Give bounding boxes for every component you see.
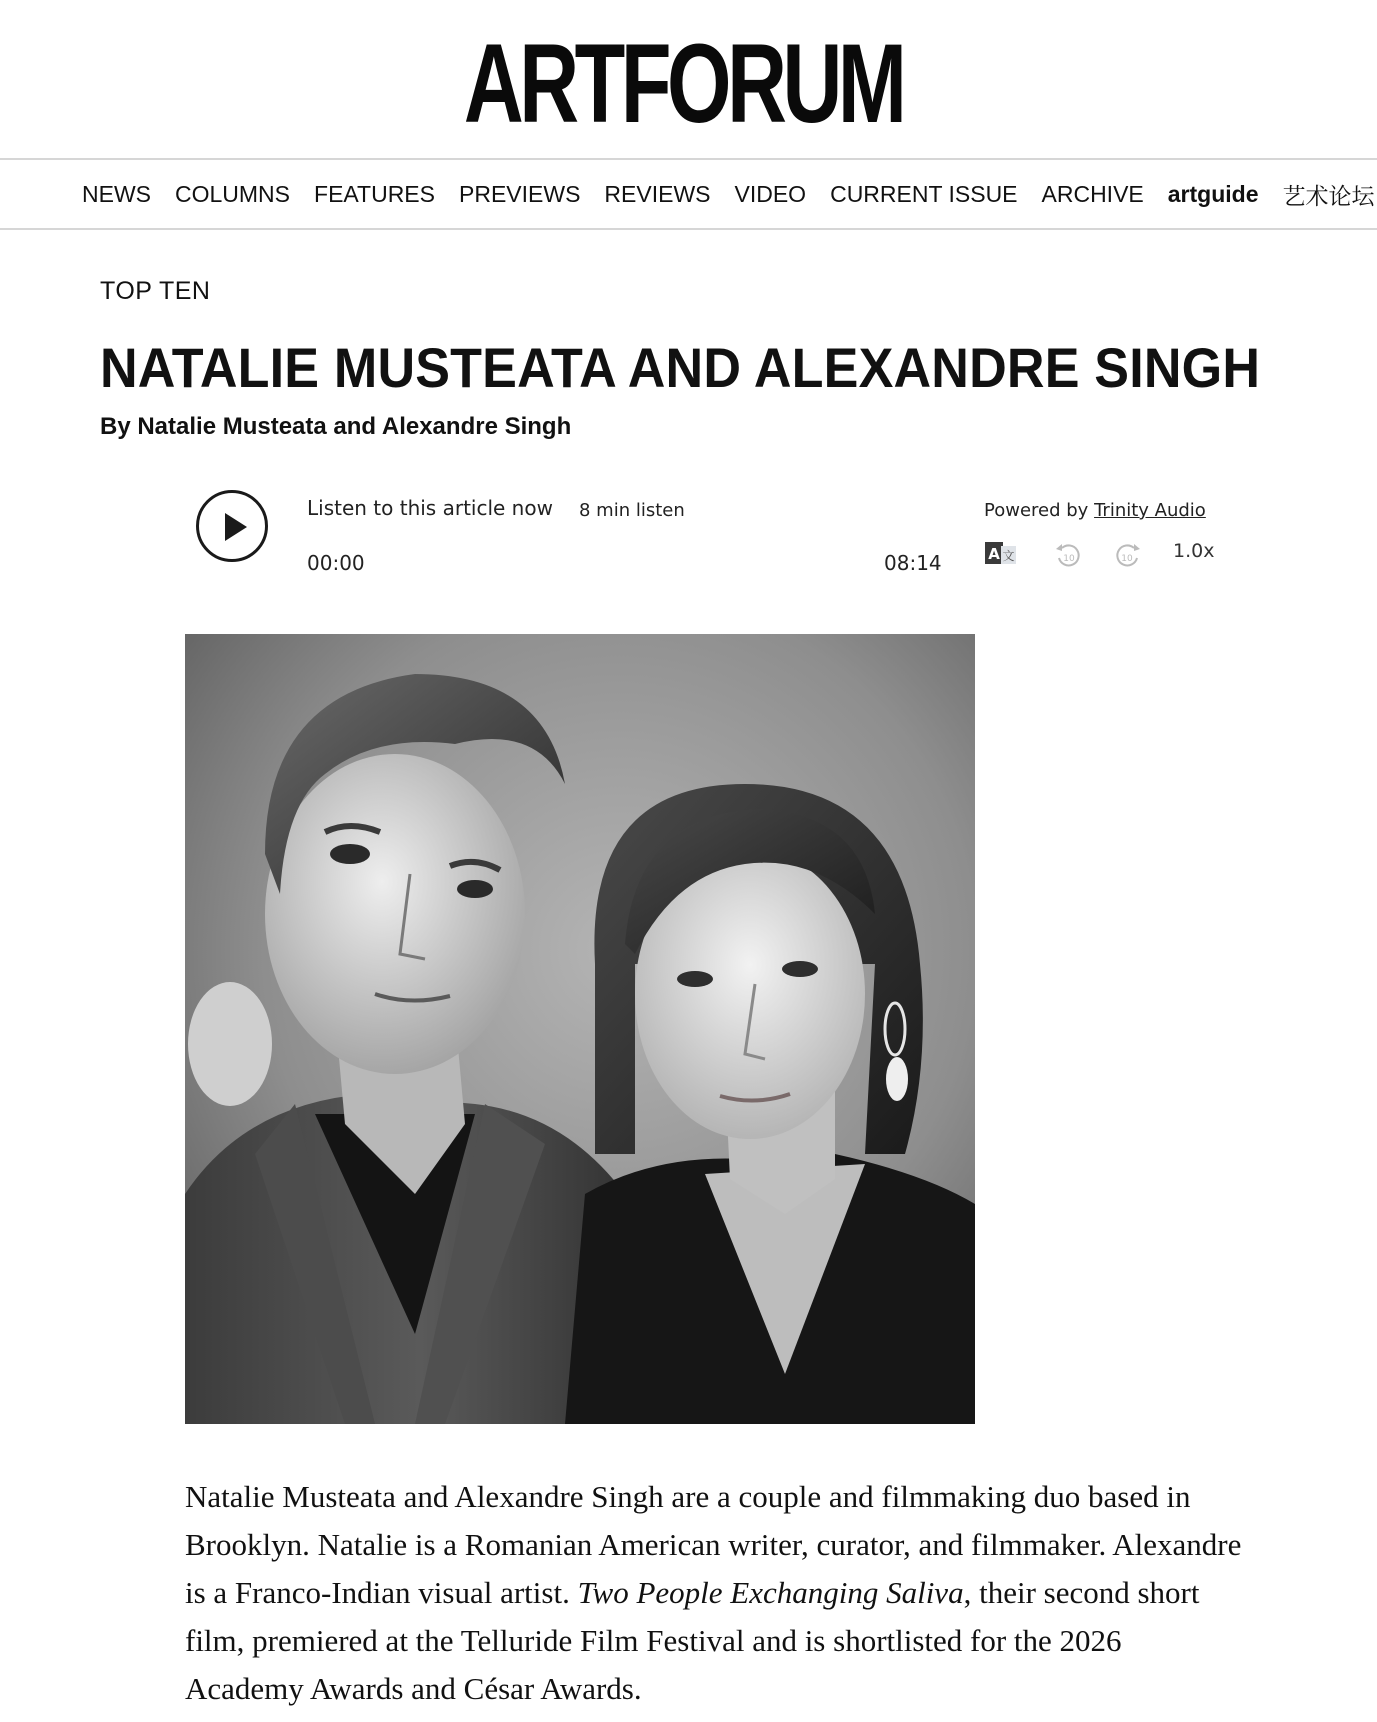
- svg-text:文: 文: [1002, 549, 1015, 563]
- nav-item-columns[interactable]: COLUMNS: [175, 180, 291, 207]
- nav-item-current-issue[interactable]: CURRENT ISSUE: [830, 180, 1018, 207]
- svg-text:10: 10: [1121, 554, 1133, 564]
- article-byline: By Natalie Musteata and Alexandre Singh: [100, 413, 572, 440]
- nav-item-previews[interactable]: PREVIEWS: [459, 180, 581, 207]
- article-photo: [185, 634, 975, 1424]
- play-button[interactable]: [196, 490, 268, 562]
- svg-text:10: 10: [1063, 554, 1075, 564]
- nav-list: [82, 160, 1377, 228]
- main-nav: [0, 158, 1377, 230]
- site-logo[interactable]: ARTFORUM: [463, 21, 903, 146]
- powered-by-label: Powered by: [984, 500, 1089, 521]
- nav-item-artguide[interactable]: artguide: [1167, 180, 1259, 207]
- article-body-part1: Natalie Musteata and Alexandre Singh are a couple and filmmaking duo based in Brooklyn. Natalie is a Romanian American writer, curator, and filmmaker. Alexandre is a Franco-Indian visual artist.: [185, 1479, 1242, 1610]
- nav-item-video[interactable]: VIDEO: [734, 180, 807, 207]
- article-title: NATALIE MUSTEATA AND ALEXANDRE SINGH: [100, 336, 1261, 399]
- nav-item-news[interactable]: NEWS: [82, 180, 151, 207]
- masthead: [0, 0, 1377, 158]
- audio-player: [196, 488, 1226, 588]
- total-time: 08:14: [884, 551, 942, 575]
- nav-item-features[interactable]: FEATURES: [314, 180, 435, 207]
- translate-icon[interactable]: [984, 540, 1018, 573]
- provider-link[interactable]: Trinity Audio: [1094, 500, 1206, 521]
- film-title: Two People Exchanging Saliva: [577, 1575, 964, 1610]
- nav-item-reviews[interactable]: REVIEWS: [604, 180, 711, 207]
- article-body-part2: , their second short film, premiered at the Telluride Film Festival and is shortlisted for the 2026 Academy Awards and César Awards.: [185, 1575, 1200, 1706]
- play-icon: [223, 512, 249, 542]
- article-kicker[interactable]: TOP TEN: [100, 277, 211, 305]
- listen-label: Listen to this article now: [307, 496, 553, 520]
- nav-item-chinese-edition[interactable]: 艺术论坛: [1282, 182, 1375, 209]
- current-time: 00:00: [307, 551, 365, 575]
- nav-item-archive[interactable]: ARCHIVE: [1041, 180, 1144, 207]
- portrait-image: [185, 634, 975, 1424]
- playback-speed[interactable]: 1.0x: [1173, 540, 1215, 562]
- forward-10-icon[interactable]: [1112, 542, 1142, 575]
- powered-by: [984, 500, 1206, 521]
- article-body: [185, 1473, 1245, 1713]
- listen-duration: 8 min listen: [579, 500, 685, 521]
- rewind-10-icon[interactable]: [1054, 542, 1084, 575]
- svg-text:A: A: [988, 545, 1000, 563]
